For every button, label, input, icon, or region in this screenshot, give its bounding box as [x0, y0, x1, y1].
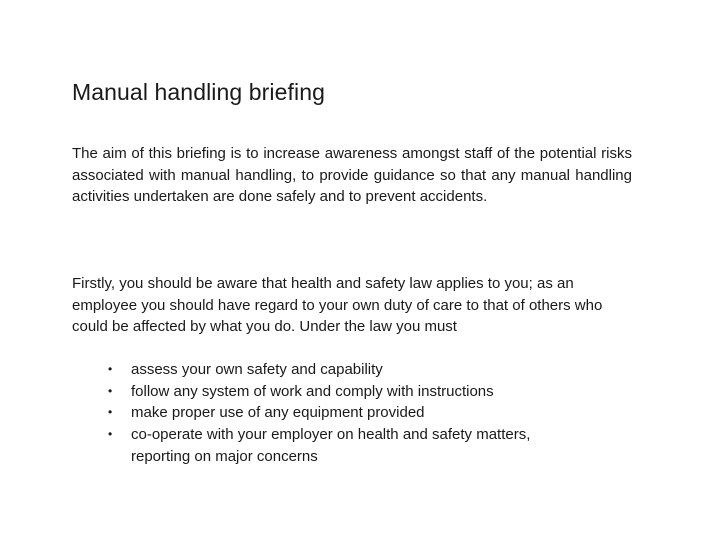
law-paragraph: Firstly, you should be aware that health and safety law applies to you; as an employee you should have regard to your own duty of care to that of others who could be affected by what you do. Under the law you must [72, 275, 603, 335]
list-item [108, 381, 568, 403]
slide-title: Manual handling briefing [72, 79, 326, 105]
bullet-icon: • [108, 383, 113, 398]
bullet-icon: • [108, 427, 113, 442]
list-item-text: assess your own safety and capability [131, 361, 383, 378]
list-item-text: co-operate with your employer on health and safety matters, reporting on major concerns [131, 426, 531, 465]
bullet-icon: • [108, 362, 113, 376]
intro-paragraph: The aim of this briefing is to increase awareness amongst staff of the potential risks associated with manual handling, to provide guidance so that any manual handling activities undertaken are done safely and to prevent accidents. [72, 145, 632, 205]
list-item-text: make proper use of any equipment provided [131, 404, 425, 422]
list-item [108, 424, 568, 467]
list-item [108, 402, 568, 424]
list-item [108, 359, 568, 381]
duties-list [108, 359, 568, 468]
bullet-icon: • [108, 405, 113, 420]
list-item-text: follow any system of work and comply with instructions [131, 382, 494, 400]
